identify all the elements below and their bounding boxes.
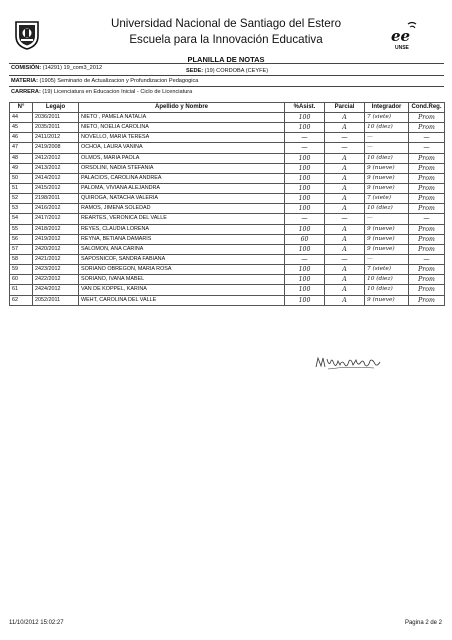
attendance-cell: 100 [285, 123, 325, 133]
integrador-cell: 10 (diez) [365, 285, 409, 295]
condition-cell: Prom [409, 275, 445, 285]
table-header-row [10, 103, 445, 113]
name-cell: SALOMON, ANA CARINA [79, 244, 285, 254]
parcial-cell: A [325, 204, 365, 214]
parcial-cell: A [325, 265, 365, 275]
condition-cell: Prom [409, 265, 445, 275]
table-row [10, 183, 445, 193]
column-header: N° [10, 103, 33, 113]
table-row [10, 224, 445, 234]
parcial-cell: A [325, 234, 365, 244]
parcial-cell: A [325, 295, 365, 305]
name-cell: SORIANO, IVANA MABEL [79, 275, 285, 285]
materia-value: (1905) Seminario de Actualizacion y Profundizacion Pedagogica [39, 78, 199, 84]
divider [9, 86, 444, 87]
attendance-cell: 100 [285, 204, 325, 214]
column-header: %Asist. [285, 103, 325, 113]
attendance-cell: 100 [285, 295, 325, 305]
table-row [10, 153, 445, 163]
name-cell: NOVELLO, MARIA TERESA [79, 133, 285, 143]
table-row [10, 194, 445, 204]
column-header: Integrador [365, 103, 409, 113]
legajo-cell: 2052/2011 [33, 295, 79, 305]
integrador-cell: — [365, 133, 409, 143]
name-cell: PALOMA, VIVIANA ALEJANDRA [79, 183, 285, 193]
row-number: 58 [10, 254, 33, 264]
divider [9, 63, 444, 64]
page-indicator: Pagina 2 de 2 [404, 620, 442, 626]
row-number: 62 [10, 295, 33, 305]
integrador-cell: — [365, 214, 409, 224]
name-cell: SAPOSNICOF, SANDRA FABIANA [79, 254, 285, 264]
column-header: Parcial [325, 103, 365, 113]
condition-cell: Prom [409, 113, 445, 123]
column-header: Apellido y Nombre [79, 103, 285, 113]
integrador-cell: 9 (nueve) [365, 173, 409, 183]
row-number: 44 [10, 113, 33, 123]
attendance-cell: 100 [285, 173, 325, 183]
sede-value: (19) CORDOBA (CEYFE) [204, 68, 269, 74]
row-number: 49 [10, 163, 33, 173]
name-cell: ORSOLINI, NADIA STEFANIA [79, 163, 285, 173]
condition-cell: — [409, 214, 445, 224]
integrador-cell: 7 (siete) [365, 265, 409, 275]
school-name: Escuela para la Innovación Educativa [129, 33, 323, 46]
ee-logo-icon [386, 21, 420, 51]
legajo-cell: 2198/2011 [33, 194, 79, 204]
parcial-cell: A [325, 163, 365, 173]
attendance-cell: 100 [285, 265, 325, 275]
attendance-cell: 100 [285, 183, 325, 193]
row-number: 47 [10, 143, 33, 153]
parcial-cell: A [325, 285, 365, 295]
row-number: 51 [10, 183, 33, 193]
row-number: 54 [10, 214, 33, 224]
condition-cell: Prom [409, 224, 445, 234]
legajo-cell: 2417/2012 [33, 214, 79, 224]
attendance-cell: 100 [285, 153, 325, 163]
row-number: 52 [10, 194, 33, 204]
legajo-cell: 2413/2012 [33, 163, 79, 173]
table-row [10, 295, 445, 305]
parcial-cell: — [325, 143, 365, 153]
table-row [10, 254, 445, 264]
attendance-cell: 100 [285, 275, 325, 285]
legajo-cell: 2035/2011 [33, 123, 79, 133]
name-cell: OCHOA, LAURA VANINA [79, 143, 285, 153]
parcial-cell: — [325, 133, 365, 143]
table-row [10, 275, 445, 285]
name-cell: SORIANO OBREGON, MARIA ROSA [79, 265, 285, 275]
parcial-cell: A [325, 113, 365, 123]
integrador-cell: 7 (siete) [365, 113, 409, 123]
carrera-value: (19) Licenciatura en Educacion Inicial - Ciclo de Licenciatura [42, 89, 193, 95]
column-header: Cond.Reg. [409, 103, 445, 113]
parcial-cell: A [325, 244, 365, 254]
sede-line [186, 68, 268, 74]
condition-cell: Prom [409, 183, 445, 193]
integrador-cell: 9 (nueve) [365, 234, 409, 244]
sede-label: SEDE: [186, 68, 204, 74]
legajo-cell: 2421/2012 [33, 254, 79, 264]
legajo-cell: 2036/2011 [33, 113, 79, 123]
divider [9, 75, 444, 76]
parcial-cell: A [325, 123, 365, 133]
legajo-cell: 2418/2012 [33, 224, 79, 234]
parcial-cell: A [325, 194, 365, 204]
name-cell: QUIROGA, NATACHA VALERIA [79, 194, 285, 204]
condition-cell: Prom [409, 163, 445, 173]
table-row [10, 163, 445, 173]
row-number: 48 [10, 153, 33, 163]
integrador-cell: 9 (nueve) [365, 163, 409, 173]
attendance-cell: — [285, 133, 325, 143]
legajo-cell: 2423/2012 [33, 265, 79, 275]
integrador-cell: 9 (nueve) [365, 224, 409, 234]
name-cell: VAN DE KOPPEL, KARINA [79, 285, 285, 295]
table-row [10, 123, 445, 133]
row-number: 46 [10, 133, 33, 143]
legajo-cell: 2420/2012 [33, 244, 79, 254]
carrera-label: CARRERA: [11, 89, 41, 95]
legajo-cell: 2415/2012 [33, 183, 79, 193]
legajo-cell: 2416/2012 [33, 204, 79, 214]
attendance-cell: 100 [285, 194, 325, 204]
name-cell: WEHT, CAROLINA DEL VALLE [79, 295, 285, 305]
table-row [10, 265, 445, 275]
row-number: 53 [10, 204, 33, 214]
attendance-cell: — [285, 214, 325, 224]
condition-cell: — [409, 133, 445, 143]
condition-cell: — [409, 143, 445, 153]
row-number: 50 [10, 173, 33, 183]
unse-ee-logo [386, 21, 420, 51]
parcial-cell: A [325, 275, 365, 285]
row-number: 60 [10, 275, 33, 285]
parcial-cell: A [325, 183, 365, 193]
attendance-cell: 100 [285, 113, 325, 123]
condition-cell: Prom [409, 295, 445, 305]
integrador-cell: 10 (diez) [365, 275, 409, 285]
parcial-cell: — [325, 214, 365, 224]
column-header: Legajo [33, 103, 79, 113]
university-name: Universidad Nacional de Santiago del Estero [110, 17, 342, 30]
name-cell: OLMOS, MARIA PAOLA [79, 153, 285, 163]
integrador-cell: 10 (diez) [365, 153, 409, 163]
print-timestamp: 11/10/2012 15:02:27 [9, 620, 64, 626]
condition-cell: Prom [409, 204, 445, 214]
document-title: PLANILLA DE NOTAS [187, 55, 265, 64]
table-row [10, 204, 445, 214]
legajo-cell: 2412/2012 [33, 153, 79, 163]
carrera-line [11, 89, 192, 95]
comision-label: COMISIÓN: [11, 65, 42, 71]
condition-cell: Prom [409, 153, 445, 163]
legajo-cell: 2419/2008 [33, 143, 79, 153]
table-row [10, 214, 445, 224]
name-cell: REYES, CLAUDIA LORENA [79, 224, 285, 234]
name-cell: NIETO, NOELIA CAROLINA [79, 123, 285, 133]
materia-label: MATERIA: [11, 78, 38, 84]
integrador-cell: 10 (diez) [365, 123, 409, 133]
parcial-cell: — [325, 254, 365, 264]
integrador-cell: 10 (diez) [365, 204, 409, 214]
integrador-cell: 9 (nueve) [365, 244, 409, 254]
name-cell: REYNA, BETIANA DAMARIS [79, 234, 285, 244]
attendance-cell: — [285, 143, 325, 153]
table-row [10, 133, 445, 143]
row-number: 45 [10, 123, 33, 133]
table-row [10, 244, 445, 254]
row-number: 56 [10, 234, 33, 244]
integrador-cell: 9 (nueve) [365, 183, 409, 193]
table-row [10, 143, 445, 153]
comision-line [11, 65, 102, 71]
legajo-cell: 2419/2012 [33, 234, 79, 244]
condition-cell: Prom [409, 285, 445, 295]
table-row [10, 234, 445, 244]
row-number: 59 [10, 265, 33, 275]
integrador-cell: 9 (nueve) [365, 295, 409, 305]
materia-line [11, 78, 198, 84]
parcial-cell: A [325, 224, 365, 234]
legajo-cell: 2411/2012 [33, 133, 79, 143]
comision-value: (14291) 19_com3_2012 [42, 65, 103, 71]
parcial-cell: A [325, 173, 365, 183]
table-row [10, 285, 445, 295]
integrador-cell: — [365, 143, 409, 153]
legajo-cell: 2422/2012 [33, 275, 79, 285]
condition-cell: Prom [409, 123, 445, 133]
legajo-cell: 2414/2012 [33, 173, 79, 183]
integrador-cell: 7 (siete) [365, 194, 409, 204]
attendance-cell: 100 [285, 285, 325, 295]
condition-cell: Prom [409, 234, 445, 244]
table-row [10, 113, 445, 123]
grades-table [9, 102, 445, 306]
handwritten-signature [314, 355, 384, 371]
name-cell: REARTES, VERONICA DEL VALLE [79, 214, 285, 224]
table-row [10, 173, 445, 183]
row-number: 57 [10, 244, 33, 254]
name-cell: NIETO , PAMELA NATALIA [79, 113, 285, 123]
attendance-cell: — [285, 254, 325, 264]
name-cell: PALACIOS, CAROLINA ANDREA [79, 173, 285, 183]
integrador-cell: — [365, 254, 409, 264]
row-number: 61 [10, 285, 33, 295]
legajo-cell: 2424/2012 [33, 285, 79, 295]
attendance-cell: 60 [285, 234, 325, 244]
row-number: 55 [10, 224, 33, 234]
condition-cell: Prom [409, 244, 445, 254]
condition-cell: Prom [409, 173, 445, 183]
logo-subtext: UNSE [395, 45, 409, 51]
logo-text: ee [391, 27, 411, 45]
condition-cell: — [409, 254, 445, 264]
name-cell: RAMOS, JIMENA SOLEDAD [79, 204, 285, 214]
attendance-cell: 100 [285, 244, 325, 254]
parcial-cell: A [325, 153, 365, 163]
attendance-cell: 100 [285, 224, 325, 234]
table-body [10, 113, 445, 306]
condition-cell: Prom [409, 194, 445, 204]
attendance-cell: 100 [285, 163, 325, 173]
